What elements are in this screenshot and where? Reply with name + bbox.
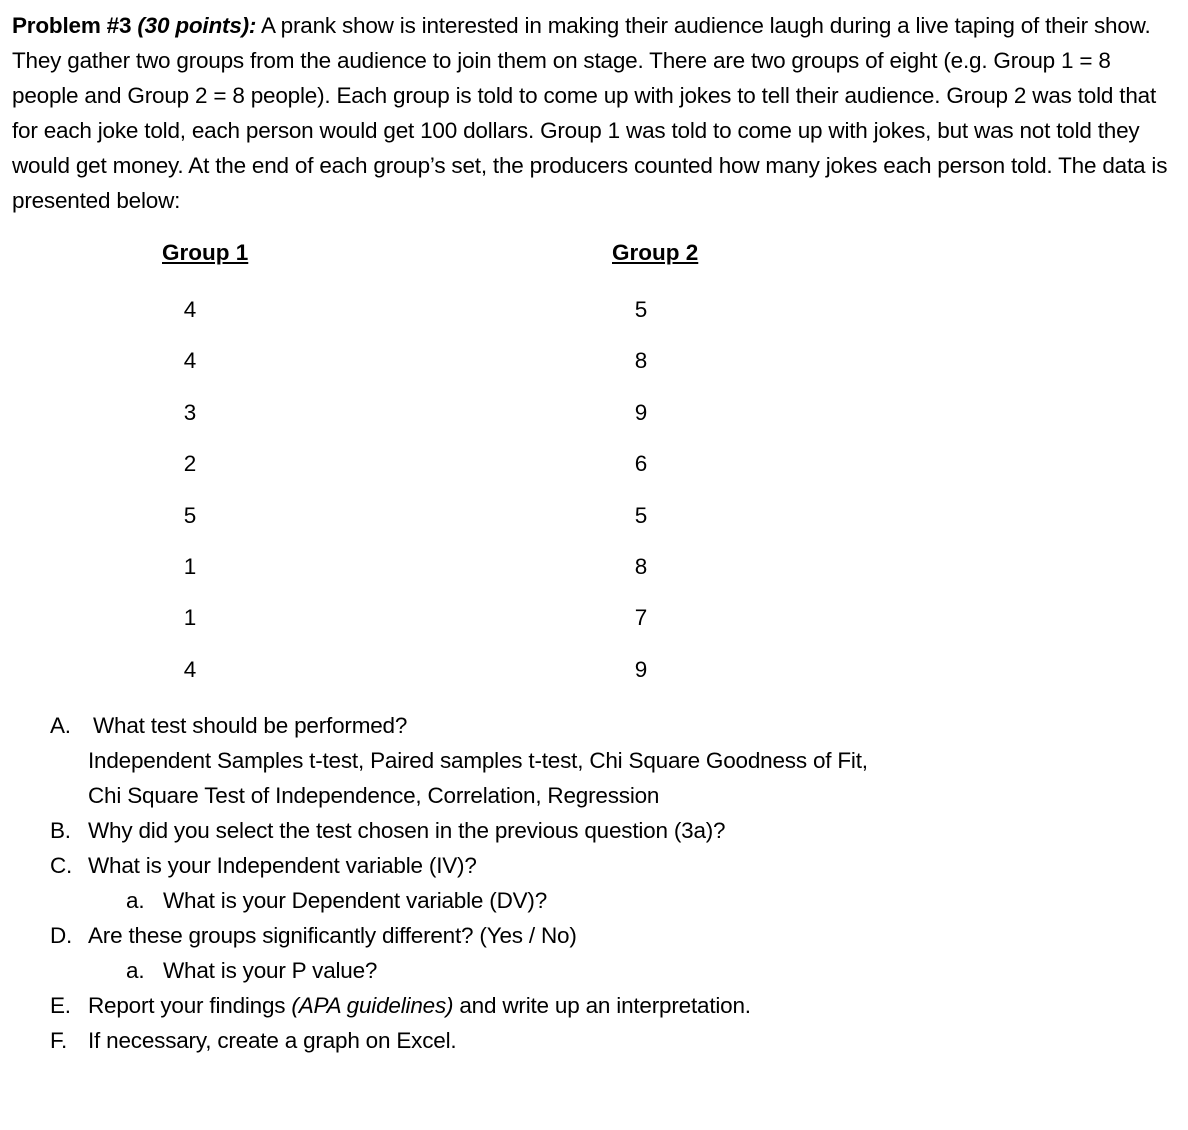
group-1-value: 1 (183, 605, 197, 631)
question-list (0, 708, 1188, 1058)
sub-question-text: What is your P value? (163, 958, 378, 983)
group-2-header: Group 2 (612, 240, 699, 265)
group-2-value: 9 (634, 399, 648, 425)
group-1-value: 3 (183, 399, 197, 425)
question-text: Why did you select the test chosen in the previous question (3a)? (88, 818, 726, 843)
question-marker: C. (50, 853, 73, 878)
question-a-options-line-1 (0, 743, 1188, 778)
question-c-sub-a (0, 883, 1188, 918)
question-d (0, 918, 1188, 953)
group-2-value: 5 (634, 297, 648, 322)
question-text-part: Report your findings (88, 993, 292, 1018)
question-options: Independent Samples t-test, Paired samples t-test, Chi Square Goodness of Fit, (88, 748, 868, 773)
sub-question-marker: a. (126, 888, 145, 913)
question-marker: A. (50, 713, 71, 738)
question-text: If necessary, create a graph on Excel. (88, 1028, 457, 1053)
question-text-part: and write up an interpretation. (453, 993, 751, 1018)
group-2-value: 8 (634, 553, 648, 579)
sub-question-marker: a. (126, 958, 145, 983)
question-marker: D. (50, 923, 73, 948)
question-marker: F. (50, 1028, 68, 1053)
group-1-value: 4 (183, 297, 197, 322)
question-marker: B. (50, 818, 71, 843)
group-2-value: 5 (634, 502, 648, 528)
question-text: What is your Independent variable (IV)? (88, 853, 477, 878)
question-c (0, 848, 1188, 883)
group-2-values (629, 292, 653, 703)
problem-points: (30 points): (137, 13, 257, 38)
question-options: Chi Square Test of Independence, Correlation, Regression (88, 783, 660, 808)
question-text: Are these groups significantly different? (Yes / No) (88, 923, 577, 948)
group-1-value: 1 (183, 553, 197, 579)
question-text (88, 988, 751, 1023)
question-marker: E. (50, 993, 71, 1018)
group-1-values (178, 292, 202, 703)
group-1-value: 2 (183, 451, 197, 477)
group-2-value: 9 (634, 656, 648, 682)
group-1-value: 4 (183, 348, 197, 374)
problem-statement (12, 8, 1172, 218)
problem-body: A prank show is interested in making their audience laugh during a live taping of their show. They gather two groups from the audience to join them on stage. There are two groups of eight (e.g. Group 1 = 8 people and Group 2 = 8 people). Each group is told to come up with jokes to tell their audience. Group 2 was told that for each joke told, each person would get 100 dollars. Group 1 was told to come up with jokes, but was not told they would get money. At the end of each group’s set, the producers counted how many jokes each person told. The data is presented below: (12, 13, 1168, 213)
group-1-header: Group 1 (162, 240, 249, 265)
apa-guidelines-emphasis: (APA guidelines) (291, 993, 454, 1018)
group-2-value: 7 (634, 605, 648, 631)
question-d-sub-a (0, 953, 1188, 988)
question-f (0, 1023, 1188, 1058)
group-1-value: 4 (183, 656, 197, 682)
group-2-value: 8 (634, 348, 648, 374)
problem-title: Problem #3 (12, 13, 132, 38)
group-1-value: 5 (183, 502, 197, 528)
question-e (0, 988, 1188, 1023)
question-text: What test should be performed? (93, 713, 408, 738)
question-a-options-line-2 (0, 778, 1188, 813)
question-b (0, 813, 1188, 848)
group-2-value: 6 (634, 451, 648, 477)
sub-question-text: What is your Dependent variable (DV)? (163, 888, 548, 913)
question-a (0, 708, 1188, 743)
